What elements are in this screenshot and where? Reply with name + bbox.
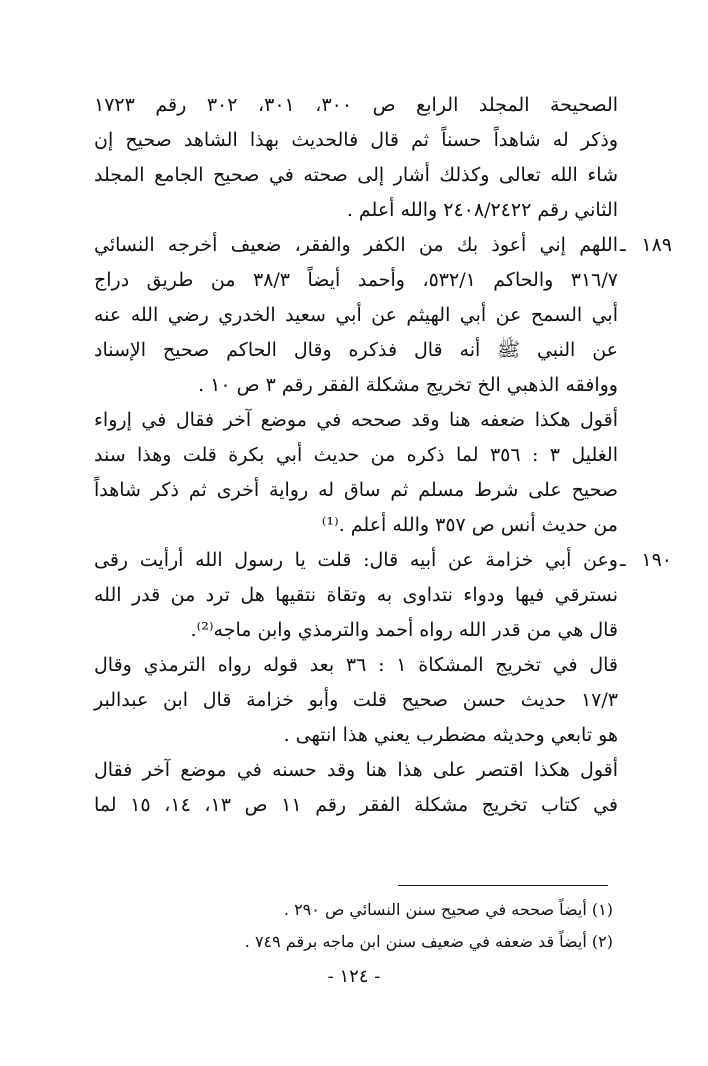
page-body (94, 88, 672, 823)
hadith-189-number: ١٨٩ ـ (620, 234, 672, 256)
hadith-189-line: أبي السمح عن أبي الهيثم عن أبي سعيد الخدري رضي الله عنه (94, 304, 618, 326)
hadith-189-line: عن النبي ﷺ أنه قال فذكره وقال الحاكم صحيح الإسناد (94, 339, 618, 361)
hadith-190-number: ١٩٠ ـ (620, 549, 672, 571)
hadith-190-line: قال هي من قدر الله رواه أحمد والترمذي وابن ماجه⁽²⁾. (190, 619, 618, 641)
footnote-2: (٢) أيضاً قد ضعفه في ضعيف سنن ابن ماجه برقم ٧٤٩ . (244, 932, 613, 951)
hadith-189-text: اللهم إني أعوذ بك من الكفر والفقر، ضعيف أخرجه النسائي (94, 234, 618, 256)
hadith-189-line: ٣١٦/٧ والحاكم ٥٣٢/١، وأحمد أيضاً ٣٨/٣ من طريق دراج (94, 269, 618, 291)
hadith-189-line: صحيح على شرط مسلم ثم ساق له رواية أخرى ثم ذكر شاهداً (94, 479, 618, 501)
hadith-190-line: أقول هكذا اقتصر على هذا هنا وقد حسنه في موضع آخر فقال (94, 759, 618, 781)
footnote-1: (١) أيضاً صححه في صحيح سنن النسائي ص ٢٩٠ . (283, 900, 613, 919)
body-line: الصحيحة المجلد الرابع ص ٣٠٠، ٣٠١، ٣٠٢ رقم ١٧٢٣ (94, 94, 619, 116)
hadith-190-line: هو تابعي وحديثه مضطرب يعني هذا انتهى . (283, 724, 618, 746)
hadith-189-line: أقول هكذا ضعفه هنا وقد صححه في موضع آخر فقال في إرواء (94, 409, 618, 431)
hadith-190-line: ١٧/٣ حديث حسن صحيح قلت وأبو خزامة قال ابن عبدالبر (94, 689, 618, 711)
body-line: الثاني رقم ٢٤٠٨/٢٤٢٢ والله أعلم . (346, 199, 618, 221)
footnote-divider (398, 885, 608, 886)
hadith-189-line (94, 228, 672, 263)
hadith-189-line: من حديث أنس ص ٣٥٧ والله أعلم .⁽¹⁾ (321, 514, 618, 536)
hadith-190-line (94, 543, 672, 578)
body-line: وذكر له شاهداً حسناً ثم قال فالحديث بهذا الشاهد صحيح إن (94, 129, 618, 151)
page-number: - ١٢٤ - (327, 966, 381, 987)
hadith-190-text: وعن أبي خزامة عن أبيه قال: قلت يا رسول الله أرأيت رقى (94, 549, 618, 571)
hadith-189-line: الغليل ٣ : ٣٥٦ لما ذكره من حديث أبي بكرة قلت وهذا سند (94, 444, 618, 466)
hadith-190-line: نسترقي فيها ودواء نتداوى به وتقاة نتقيها هل ترد من قدر الله (94, 584, 618, 606)
body-line: شاء الله تعالى وكذلك أشار إلى صحته في صحيح الجامع المجلد (94, 164, 618, 186)
hadith-189-line: ووافقه الذهبي الخ تخريج مشكلة الفقر رقم ٣ ص ١٠ . (198, 374, 618, 396)
hadith-190-line: في كتاب تخريج مشكلة الفقر رقم ١١ ص ١٣، ١٤، ١٥ لما (94, 794, 618, 816)
footnotes (93, 894, 613, 958)
hadith-190-line: قال في تخريج المشكاة ١ : ٣٦ بعد قوله رواه الترمذي وقال (94, 654, 619, 676)
